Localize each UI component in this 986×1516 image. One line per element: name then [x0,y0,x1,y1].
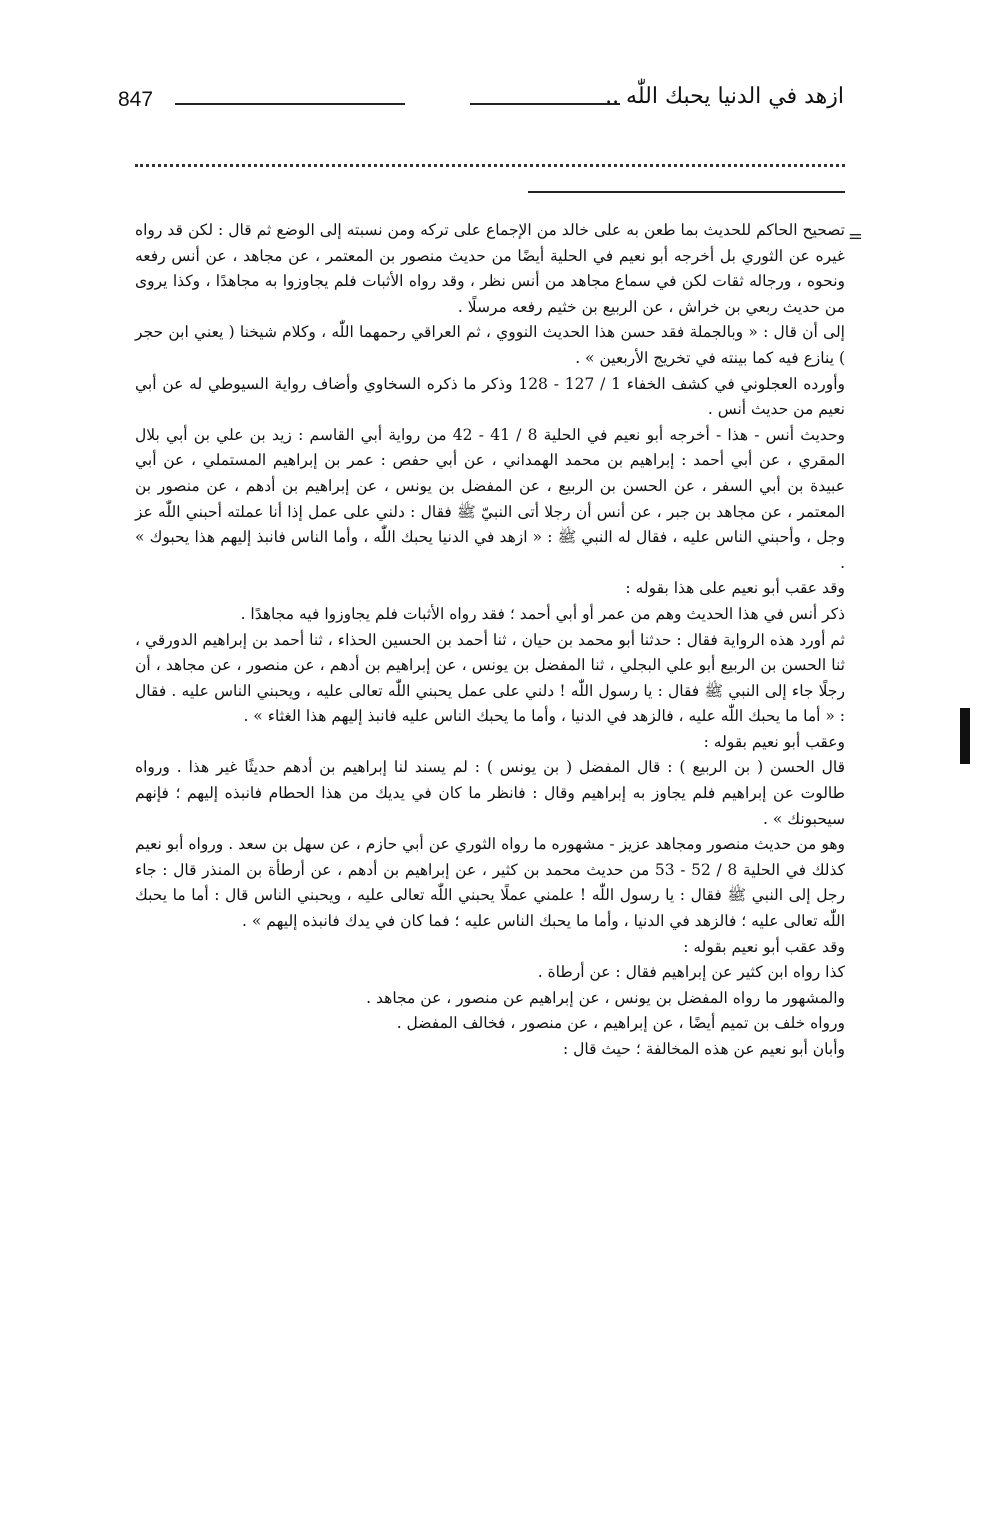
margin-bar [960,708,970,764]
footnote-rule [528,191,845,193]
paragraph: تصحيح الحاكم للحديث بما طعن به على خالد من الإجماع على تركه ومن نسبته إلى الوضع ثم قال : لكن قد رواه غيره عن الثوري بل أخرجه أبو نعيم في الحلية أيضًا من حديث منصور بن المعتمر ، عن مجاهد ، عن أنس رفعه ونحوه ، ورجاله ثقات لكن في سماع مجاهد من أنس نظر ، وقد رواه الأثبات فلم يجاوزوا به مجاهدًا ، وكذا يروى من حديث ربعي بن خراش ، عن الربيع بن خثيم رفعه مرسلًا . [135,221,845,316]
page-number: 847 [118,88,154,111]
header-rule-right [470,103,620,105]
paragraph: ورواه خلف بن تميم أيضًا ، عن إبراهيم ، عن منصور ، فخالف المفضل . [396,1014,845,1033]
paragraph: قال الحسن ( بن الربيع ) : قال المفضل ( بن يونس ) : لم يسند لنا إبراهيم بن أدهم حديثًا غير هذا . ورواه طالوت عن إبراهيم فلم يجاوز به إبراهيم وقال : فانظر ما كان في يديك من هذا الحطام فانبذه إليهم ؛ فإنهم سيحبونك » . [135,758,845,828]
paragraph: إلى أن قال : « وبالجملة فقد حسن هذا الحديث النووي ، ثم العراقي رحمهما اللّٰه ، وكلام شيخنا ( يعني ابن حجر ) ينازع فيه كما بينته في تخريج الأربعين » . [135,323,845,367]
dotted-separator [135,164,845,167]
continuation-mark: = [847,226,863,247]
running-title: ازهد في الدنيا يحبك اللّٰه .. [605,84,844,109]
paragraph: وأورده العجلوني في كشف الخفاء 1 / 127 - 128 وذكر ما ذكره السخاوي وأضاف رواية السيوطي له عن أبي نعيم من حديث أنس . [135,374,845,419]
paragraph: والمشهور ما رواه المفضل بن يونس ، عن إبراهيم عن منصور ، عن مجاهد . [366,988,845,1007]
paragraph: ثم أورد هذه الرواية فقال : حدثنا أبو محمد بن حيان ، ثنا أحمد بن الحسين الحذاء ، ثنا أحمد بن إبراهيم الدورقي ، ثنا الحسن بن الربيع أبو علي البجلي ، ثنا المفضل بن يونس ، عن إبراهيم بن أدهم ، عن منصور ، عن مجاهد ، أن رجلًا جاء إلى النبي ﷺ فقال : يا رسول اللّٰه ! دلني على عمل يحبني اللّٰه تعالى عليه ، ويحبني الناس عليه . فقال : « أما ما يحبك اللّٰه عليه ، فالزهد في الدنيا ، وأما ما يحبك الناس عليه فانبذ إليهم هذا الغثاء » . [135,630,845,726]
paragraph: وعقب أبو نعيم بقوله : [703,732,845,751]
header-rule-left [175,103,405,105]
paragraph: وقد عقب أبو نعيم بقوله : [683,937,845,956]
paragraph: وهو من حديث منصور ومجاهد عزيز - مشهوره ما رواه الثوري عن أبي حازم ، عن سهل بن سعد . ورواه أبو نعيم كذلك في الحلية 8 / 52 - 53 من حديث محمد بن كثير ، عن إبراهيم بن أدهم ، عن أرطأة بن المنذر قال : جاء رجل إلى النبي ﷺ فقال : يا رسول اللّٰه ! علمني عملًا يحبني اللّٰه تعالى عليه ، ويحبني الناس قال : أما ما يحبك اللّٰه تعالى عليه ؛ فالزهد في الدنيا ، وأما ما يحبك الناس عليه ؛ فما كان في يدك فانبذه إليهم » . [135,835,845,931]
paragraph: وأبان أبو نعيم عن هذه المخالفة ؛ حيث قال : [562,1040,845,1058]
footnote-body [135,218,845,1063]
paragraph: وقد عقب أبو نعيم على هذا بقوله : [625,579,845,598]
paragraph: كذا رواه ابن كثير عن إبراهيم فقال : عن أرطاة . [537,963,845,982]
paragraph: وحديث أنس - هذا - أخرجه أبو نعيم في الحلية 8 / 41 - 42 من رواية أبي القاسم : زيد بن علي بن أبي بلال المقري ، عن أبي أحمد : إبراهيم بن محمد الهمداني ، عن أبي حفص : عمر بن إبراهيم المستملي ، عن أبي عبيدة بن أبي السفر ، عن الحسن بن الربيع ، عن المفضل بن يونس ، عن إبراهيم بن أدهم ، عن منصور بن المعتمر ، عن مجاهد بن جبر ، عن أنس أن رجلا أتى النبيّ ﷺ فقال : دلني على عمل إذا أنا عملته أحبني اللّٰه عز وجل ، وأحبني الناس عليه ، فقال له النبي ﷺ : « ازهد في الدنيا يحبك اللّٰه ، وأما الناس فانبذ إليهم هذا يحبوك » . [135,425,846,572]
paragraph: ذكر أنس في هذا الحديث وهم من عمر أو أبي أحمد ؛ فقد رواه الأثبات فلم يجاوزوا فيه مجاهدًا . [240,604,845,623]
